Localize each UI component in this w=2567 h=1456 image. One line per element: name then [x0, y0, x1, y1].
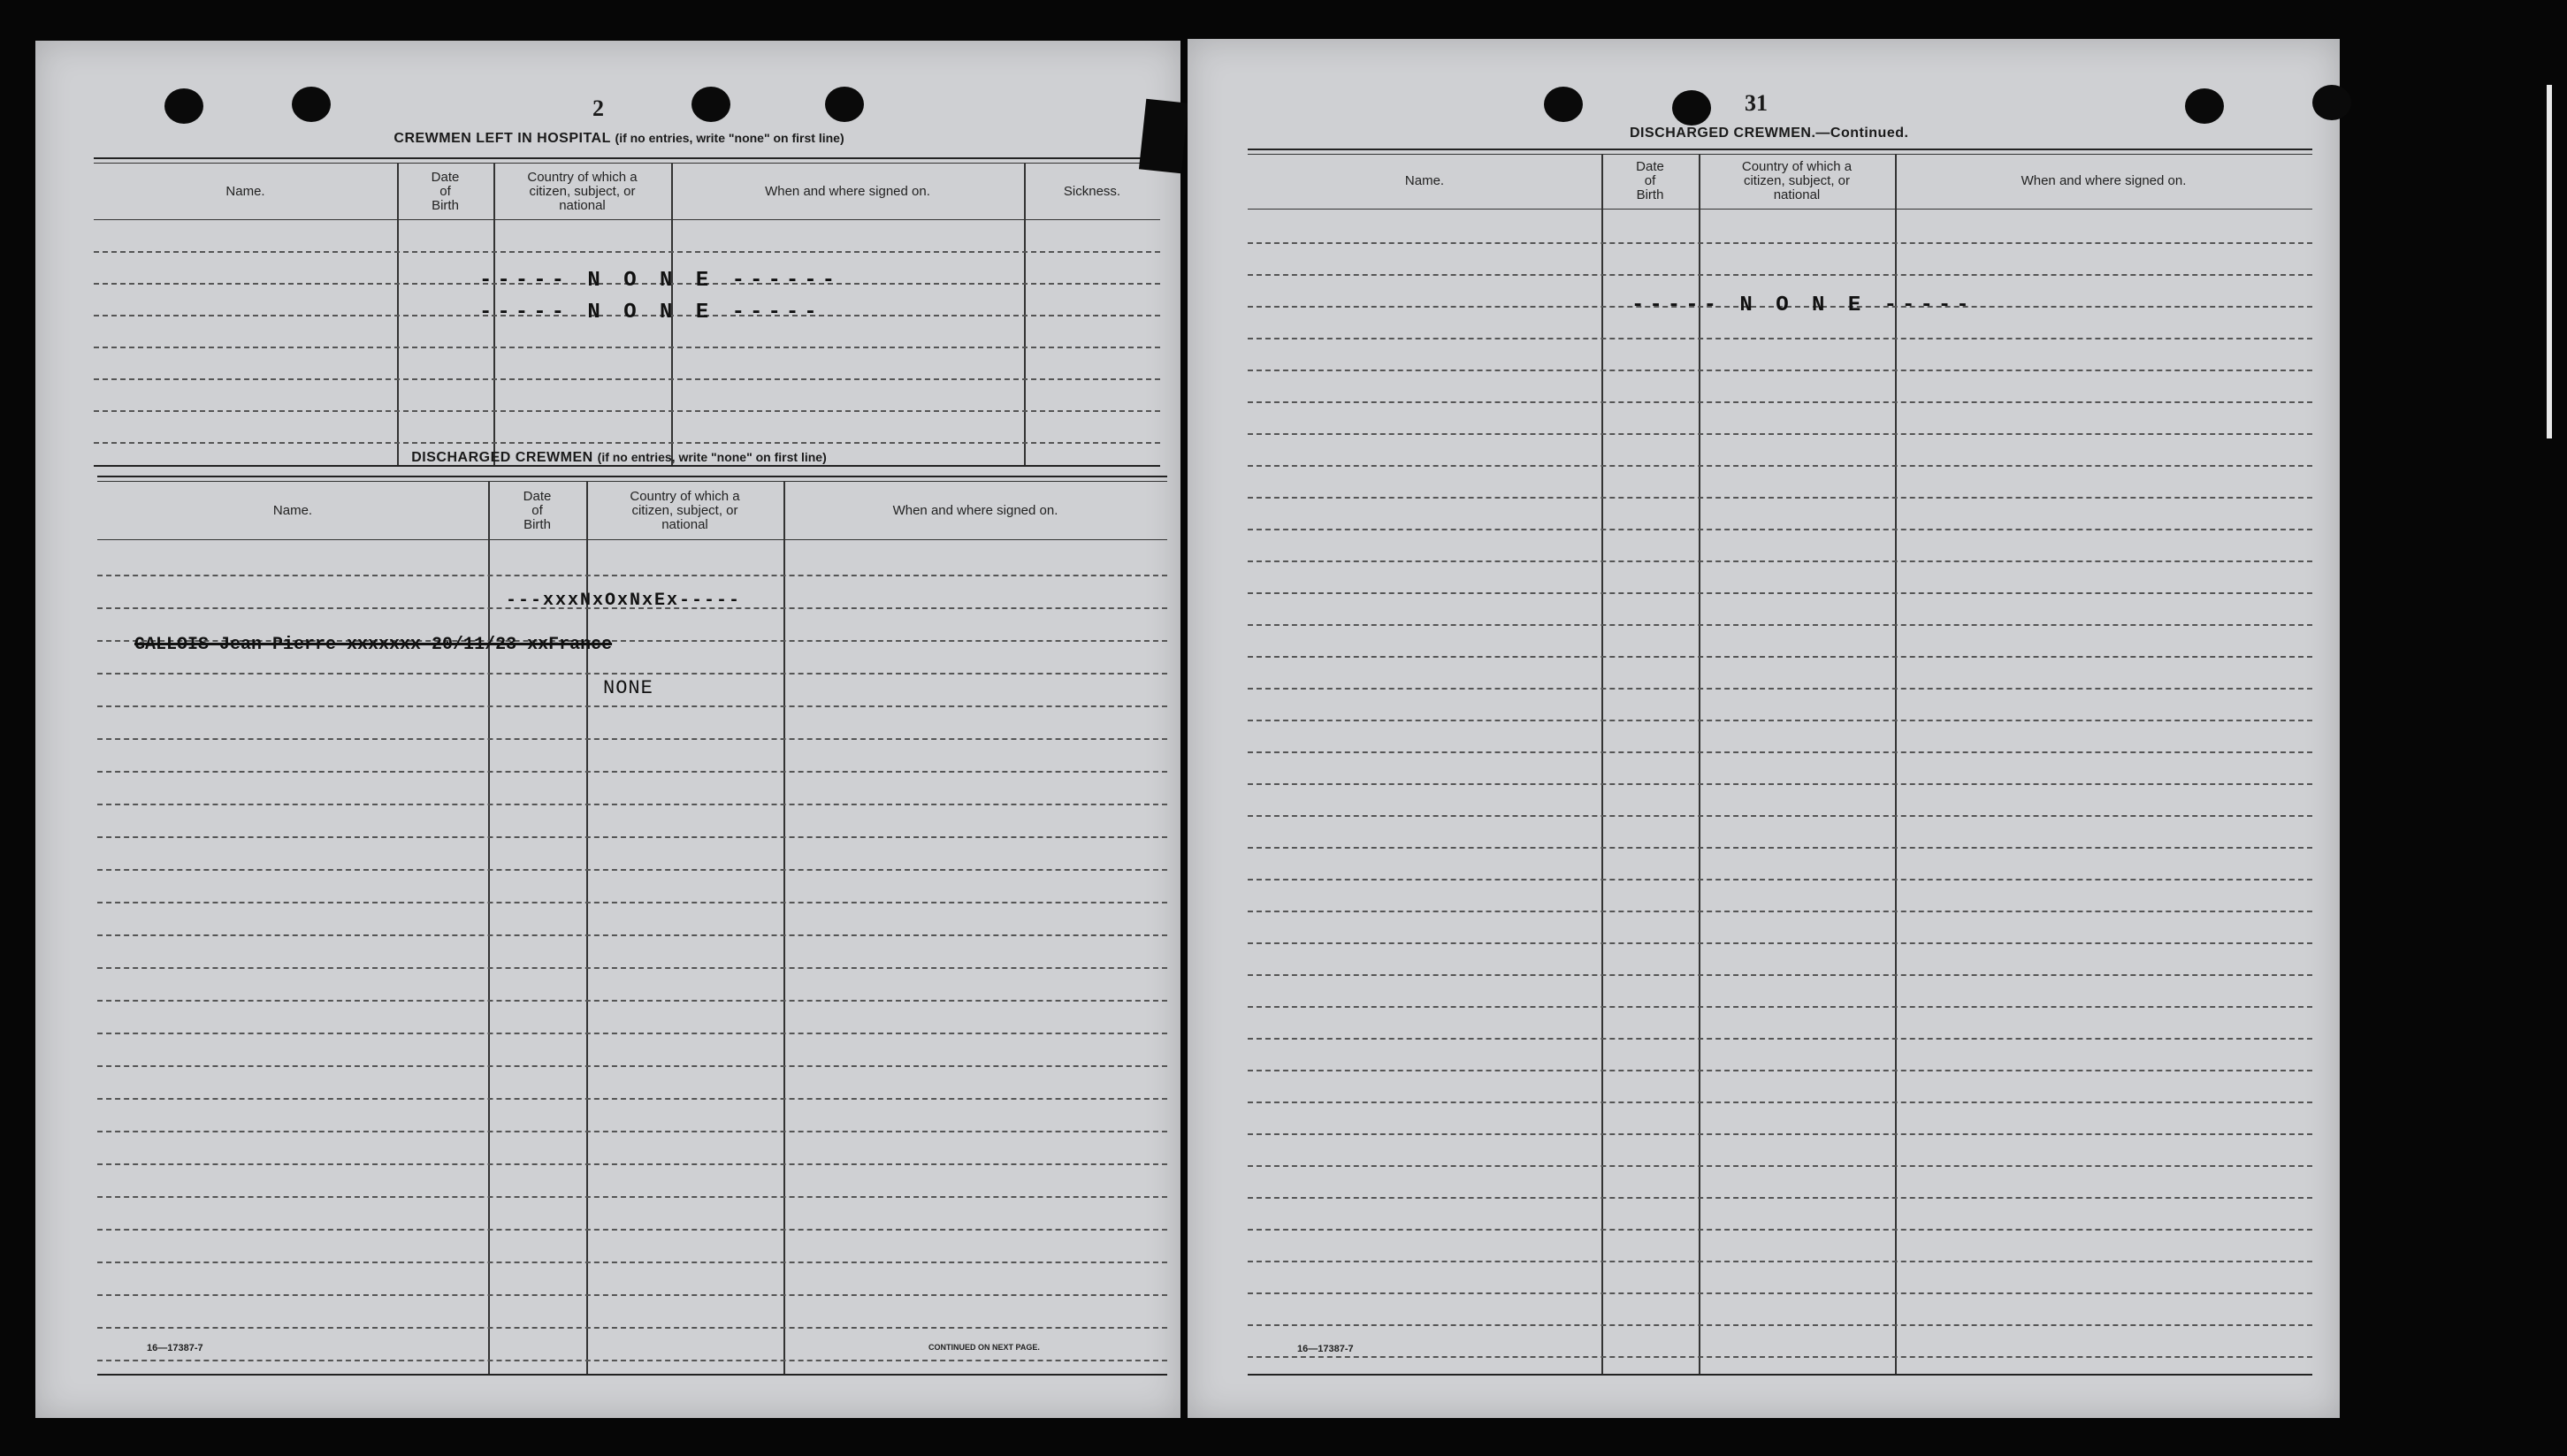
discharged-continued-table	[1248, 149, 2312, 1377]
hospital-table	[94, 157, 1160, 469]
continued-on-next-page: CONTINUED ON NEXT PAGE.	[928, 1343, 1040, 1352]
column-header-date-of-birth: Date of Birth	[523, 489, 552, 532]
discharged-continued-entry-1: ----- N O N E -----	[1631, 293, 1975, 317]
discharged-entry-1: ---xxxNxOxNxEx-----	[506, 591, 742, 611]
left-page	[35, 41, 1180, 1418]
page-number: 2	[592, 95, 604, 121]
right-page	[1188, 39, 2340, 1418]
hospital-instruction: (if no entries, write "none" on first line)	[615, 131, 844, 145]
discharged-continued-title: DISCHARGED CREWMEN.—Continued.	[1630, 126, 1909, 141]
page-number: 31	[1745, 90, 1768, 116]
hospital-entry-1: ----- N O N E ------	[479, 269, 841, 293]
discharged-entry-2: GALLOIS Jean-Pierre xxxxxxx 20/11/23 xxFrance	[134, 635, 613, 655]
punch-hole	[691, 87, 730, 122]
binding-tab	[1139, 99, 1188, 174]
column-header-date-of-birth: Date of Birth	[431, 170, 460, 213]
column-header-signed-on: When and where signed on.	[892, 503, 1058, 518]
punch-hole	[2185, 88, 2224, 124]
column-header-country: Country of which a citizen, subject, or national	[630, 489, 740, 532]
discharged-entry-3: NONE	[603, 677, 653, 699]
discharged-title-text: DISCHARGED CREWMEN	[411, 450, 593, 465]
punch-hole	[2312, 85, 2351, 120]
hospital-section-title	[177, 131, 1061, 147]
column-header-country: Country of which a citizen, subject, or national	[1741, 159, 1853, 202]
discharged-table	[97, 476, 1167, 1377]
punch-hole	[1672, 90, 1711, 126]
punch-hole	[292, 87, 331, 122]
punch-hole	[825, 87, 864, 122]
discharged-instruction: (if no entries, write "none" on first line)	[597, 450, 827, 464]
punch-hole	[164, 88, 203, 124]
column-header-date-of-birth: Date of Birth	[1636, 159, 1664, 202]
column-header-signed-on: When and where signed on.	[2021, 173, 2187, 188]
page-edge	[2547, 85, 2552, 438]
column-header-country: Country of which a citizen, subject, or national	[527, 170, 638, 213]
column-header-signed-on: When and where signed on.	[765, 184, 930, 199]
column-header-sickness: Sickness.	[1063, 184, 1121, 199]
discharged-section-title	[177, 450, 1061, 466]
column-header-name: Name.	[1404, 173, 1445, 188]
hospital-title-text: CREWMEN LEFT IN HOSPITAL	[393, 131, 611, 146]
hospital-entry-2: ----- N O N E -----	[479, 301, 822, 324]
column-header-name: Name.	[225, 184, 265, 199]
form-number-left: 16—17387-7	[147, 1343, 203, 1353]
column-header-name: Name.	[272, 503, 313, 518]
form-number-right: 16—17387-7	[1297, 1344, 1354, 1354]
punch-hole	[1544, 87, 1583, 122]
